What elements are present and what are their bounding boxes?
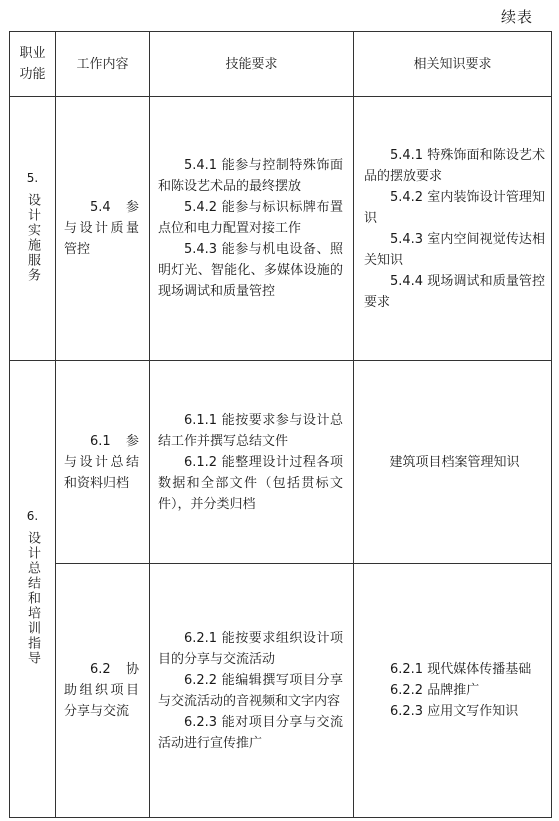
header-knowledge: 相关知识要求 [354,32,552,97]
skill-item: 5.4.3 能参与机电设备、照明灯光、智能化、多媒体设施的现场调试和质量管控 [158,242,343,299]
work-content: 6.2 协助组织项目分享与交流 [64,662,139,719]
skill-cell [150,564,354,818]
knowledge-item: 5.4.3 室内空间视觉传达相关知识 [364,231,545,268]
skill-item: 6.2.1 能按要求组织设计项目的分享与交流活动 [158,630,343,667]
function-number: 6. [26,508,39,523]
continued-label: 续表 [500,8,533,26]
function-cell-5 [10,97,56,361]
header-function [10,32,56,97]
function-title: 设计总结和培训指导 [25,530,40,666]
function-cell-6 [10,361,56,818]
function-title: 设计实施服务 [25,192,40,283]
knowledge-item: 建筑项目档案管理知识 [389,454,520,470]
header-function-line1: 职业 [19,46,46,61]
skill-item: 6.2.3 能对项目分享与交流活动进行宣传推广 [158,714,343,751]
header-row [10,32,552,97]
work-content-cell [56,564,150,818]
header-work: 工作内容 [56,32,150,97]
skill-item: 5.4.2 能参与标识标牌布置点位和电力配置对接工作 [158,200,343,236]
work-content-cell [56,361,150,564]
table-row [10,97,552,361]
knowledge-cell [354,564,552,818]
knowledge-cell [354,361,552,564]
skill-item: 6.1.2 能整理设计过程各项数据和全部文件（包括贯标文件），并分类归档 [158,454,343,512]
header-skill: 技能要求 [150,32,354,97]
table-row [10,564,552,818]
skill-cell [150,97,354,361]
knowledge-item: 6.2.2 品牌推广 [390,683,480,698]
table-row [10,361,552,564]
work-content: 5.4 参与设计质量管控 [64,200,139,257]
work-content-cell [56,97,150,361]
knowledge-item: 6.2.1 现代媒体传播基础 [390,662,532,677]
knowledge-item: 5.4.4 现场调试和质量管控要求 [364,273,545,310]
skill-item: 5.4.1 能参与控制特殊饰面和陈设艺术品的最终摆放 [158,158,343,194]
knowledge-item: 5.4.2 室内装饰设计管理知识 [364,189,545,226]
knowledge-item: 5.4.1 特殊饰面和陈设艺术品的摆放要求 [364,147,545,184]
skill-cell [150,361,354,564]
function-number: 5. [26,170,39,185]
knowledge-item: 6.2.3 应用文写作知识 [390,704,519,719]
header-function-line2: 功能 [19,67,46,82]
work-content: 6.1 参与设计总结和资料归档 [64,433,139,491]
occupation-standard-table [9,31,552,818]
skill-item: 6.2.2 能编辑撰写项目分享与交流活动的音视频和文字内容 [158,672,343,709]
knowledge-cell [354,97,552,361]
skill-item: 6.1.1 能按要求参与设计总结工作并撰写总结文件 [158,412,343,449]
